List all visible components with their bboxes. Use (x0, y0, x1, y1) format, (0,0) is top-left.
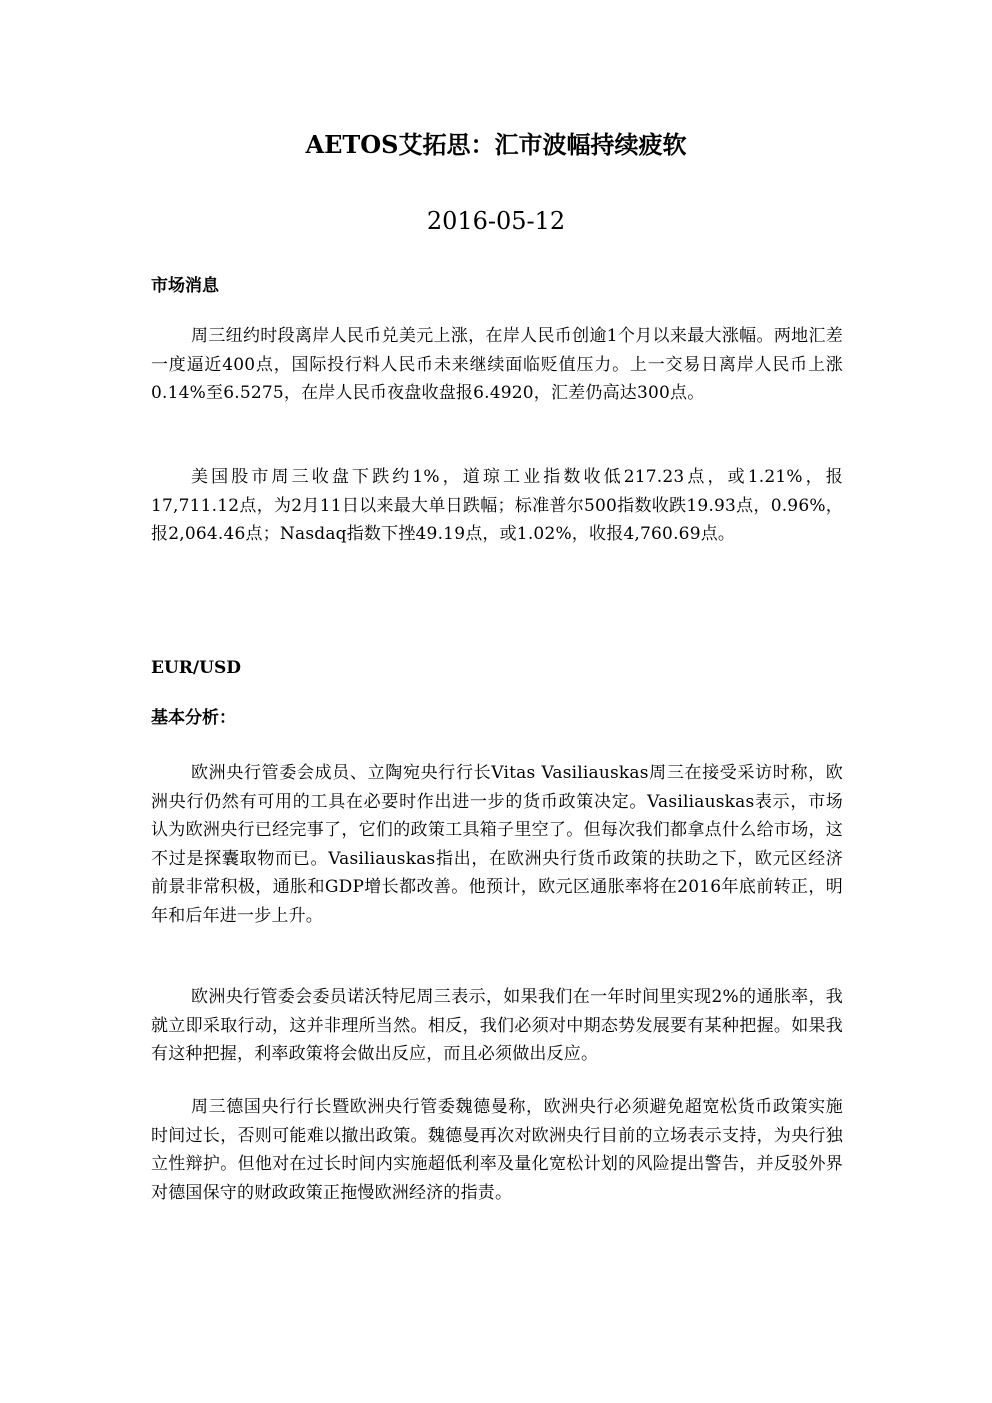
paragraph-eurusd-1: 欧洲央行管委会成员、立陶宛央行行长Vitas Vasiliauskas周三在接受采访时称，欧洲央行仍然有可用的工具在必要时作出进一步的货币政策决定。Vasiliauskas表示，市场认为欧洲央行已经完事了，它们的政策工具箱子里空了。但每次我们都拿点什么给市场，这不过是探囊取物而已。Vasiliauskas指出，在欧洲央行货币政策的扶助之下，欧元区经济前景非常积极，通胀和GDP增长都改善。他预计，欧元区通胀率将在2016年底前转正，明年和后年进一步上升。 (151, 763, 843, 926)
paragraph-eurusd-2: 欧洲央行管委会委员诺沃特尼周三表示，如果我们在一年时间里实现2%的通胀率，我就立即采取行动，这并非理所当然。相反，我们必须对中期态势发展要有某种把握。如果我有这种把握，利率政策将会做出反应，而且必须做出反应。 (151, 987, 843, 1065)
subheading-fundamental-analysis: 基本分析： (151, 708, 236, 728)
section-heading-market-news: 市场消息 (151, 276, 219, 296)
paragraph-market-news-1: 周三纽约时段离岸人民币兑美元上涨，在岸人民币创逾1个月以来最大涨幅。两地汇差一度逼近400点，国际投行料人民币未来继续面临贬值压力。上一交易日离岸人民币上涨0.14%至6.5275，在岸人民币夜盘收盘报6.4920，汇差仍高达300点。 (151, 326, 843, 404)
paragraph-eurusd-3: 周三德国央行行长暨欧洲央行管委魏德曼称，欧洲央行必须避免超宽松货币政策实施时间过长，否则可能难以撤出政策。魏德曼再次对欧洲央行目前的立场表示支持，为央行独立性辩护。但他对在过长时间内实施超低利率及量化宽松计划的风险提出警告，并反驳外界对德国保守的财政政策正拖慢欧洲经济的指责。 (151, 1097, 843, 1203)
section-heading-eurusd: EUR/USD (151, 658, 241, 678)
document-date: 2016-05-12 (426, 207, 566, 235)
paragraph-market-news-2: 美国股市周三收盘下跌约1%，道琼工业指数收低217.23点，或1.21%，报17,711.12点，为2月11日以来最大单日跌幅；标准普尔500指数收跌19.93点，0.96%，报2,064.46点；Nasdaq指数下挫49.19点，或1.02%，收报4,760.69点。 (151, 467, 843, 545)
document-title: AETOS艾拓思：汇市波幅持续疲软 (305, 130, 687, 159)
